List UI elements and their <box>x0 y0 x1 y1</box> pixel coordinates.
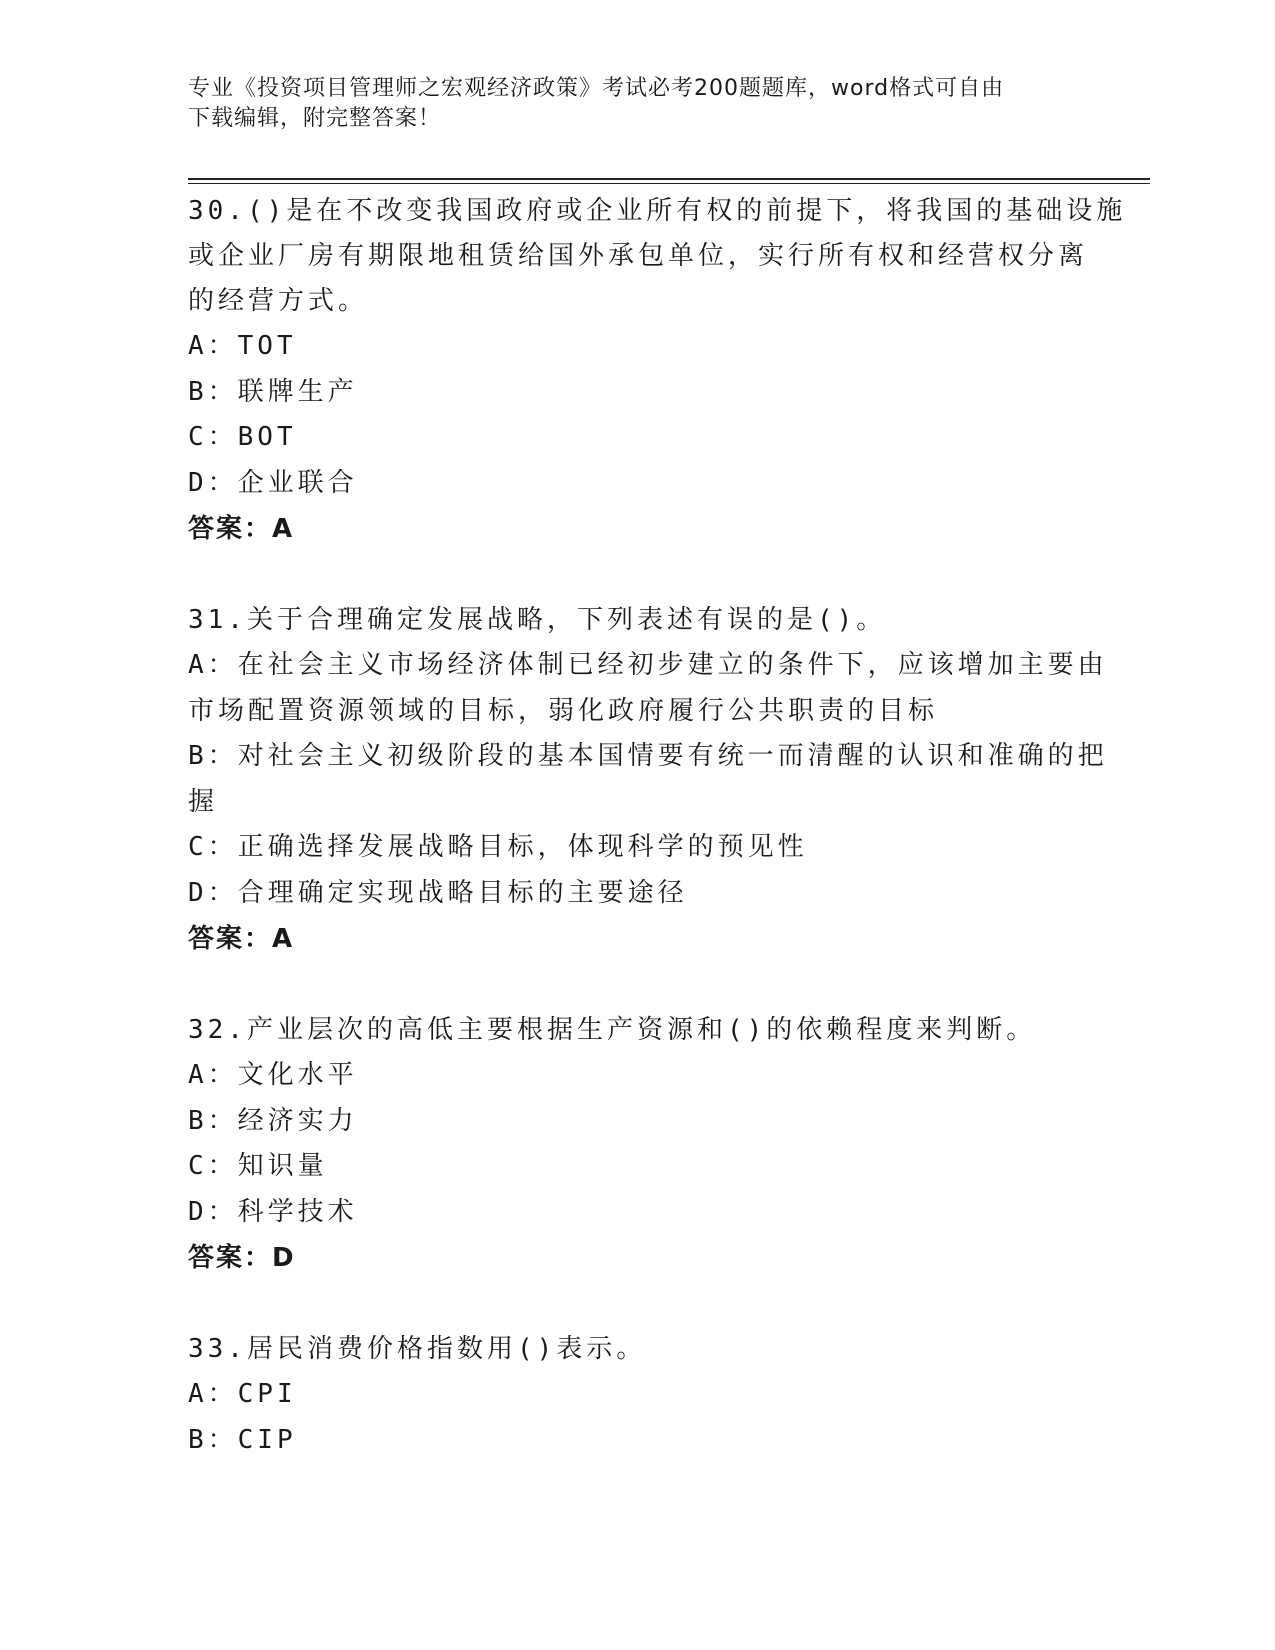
option-a: A：TOT <box>188 331 297 361</box>
option-b: B：对社会主义初级阶段的基本国情要有统一而清醒的认识和准确的把 <box>188 741 1108 771</box>
question-stem: 31.关于合理确定发展战略，下列表述有误的是()。 <box>188 605 887 635</box>
option-c: C：正确选择发展战略目标，体现科学的预见性 <box>188 832 808 862</box>
option-a: A：在社会主义市场经济体制已经初步建立的条件下，应该增加主要由 <box>188 650 1108 680</box>
question-stem: 33.居民消费价格指数用()表示。 <box>188 1334 647 1364</box>
option-b: B：联牌生产 <box>188 376 358 407</box>
answer-line: 答案：A <box>188 514 295 544</box>
answer-line: 答案：D <box>188 1243 296 1273</box>
option-b: B：CIP <box>188 1424 297 1455</box>
option-a-continued: 市场配置资源领域的目标，弱化政府履行公共职责的目标 <box>188 695 939 726</box>
option-a: A：文化水平 <box>188 1060 358 1090</box>
question-30 <box>188 189 1127 552</box>
question-stem: 或企业厂房有期限地租赁给国外承包单位，实行所有权和经营权分离 <box>188 241 1089 271</box>
question-32 <box>188 1008 1088 1281</box>
option-c: C：BOT <box>188 422 297 452</box>
option-d: D：合理确定实现战略目标的主要途径 <box>188 877 688 908</box>
option-b: B：经济实力 <box>188 1105 358 1136</box>
option-d: D：企业联合 <box>188 467 358 498</box>
header-line: 专业《投资项目管理师之宏观经济政策》考试必考200题题库，word格式可自由 <box>188 76 1005 101</box>
question-list <box>188 189 1127 1509</box>
question-31 <box>188 598 1108 962</box>
option-d: D：科学技术 <box>188 1196 358 1227</box>
document-header <box>188 74 1088 134</box>
question-stem: 32.产业层次的高低主要根据生产资源和()的依赖程度来判断。 <box>188 1015 1037 1045</box>
option-c: C：知识量 <box>188 1151 328 1181</box>
question-33 <box>188 1327 1088 1463</box>
option-b-continued: 握 <box>188 786 219 817</box>
option-a: A：CPI <box>188 1379 297 1409</box>
answer-line: 答案：A <box>188 924 295 954</box>
question-stem: 的经营方式。 <box>188 286 369 316</box>
header-line: 下载编辑，附完整答案！ <box>188 106 442 131</box>
question-stem: 30.()是在不改变我国政府或企业所有权的前提下，将我国的基础设施 <box>188 196 1127 226</box>
header-divider <box>188 178 1150 184</box>
